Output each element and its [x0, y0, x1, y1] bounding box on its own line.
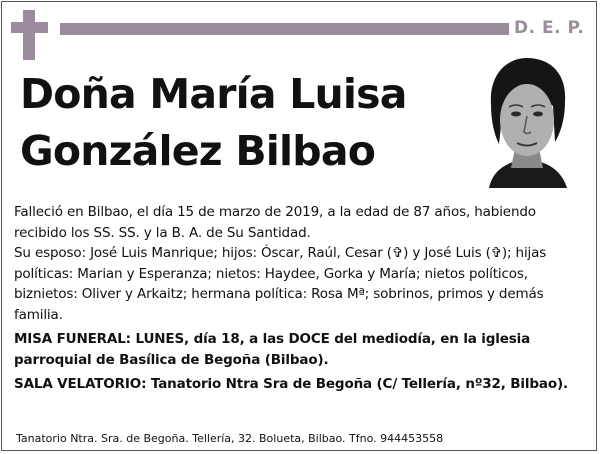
deceased-name [20, 66, 470, 180]
death-notice-paragraph: Falleció en Bilbao, el día 15 de marzo de 2019, a la edad de 87 años, habiendo recibido los SS. SS. y la B. A. de Su Santidad. [14, 204, 536, 241]
footer-contact: Tanatorio Ntra. Sra. de Begoña. Tellería, 32. Bolueta, Bilbao. Tfno. 944453558 [16, 432, 444, 445]
name-line-1: Doña María Luisa [20, 70, 407, 118]
wake-room-paragraph: SALA VELATORIO: Tanatorio Ntra Sra de Begoña (C/ Tellería, nº32, Bilbao). [14, 376, 568, 392]
family-paragraph: Su esposo: José Luis Manrique; hijos: Óscar, Raúl, Cesar (✞) y José Luis (✞); hijas políticas: Marian y Esperanza; nietos: Haydee, Gorka y María; nietos políticos, biznietos: Oliver y Arkaitz; hermana política: Rosa Mª; sobrinos, primos y demás familia. [14, 245, 547, 323]
dep-label: D. E. P. [514, 18, 585, 38]
header-bar [60, 23, 509, 35]
portrait-photo [481, 56, 573, 188]
name-line-2: González Bilbao [20, 127, 376, 175]
funeral-mass-paragraph: MISA FUNERAL: LUNES, día 18, a las DOCE del mediodía, en la iglesia parroquial de Basílica de Begoña (Bilbao). [14, 331, 531, 368]
cross-icon [23, 10, 35, 60]
obituary-body [14, 202, 589, 395]
cross-icon-bar [11, 22, 48, 33]
